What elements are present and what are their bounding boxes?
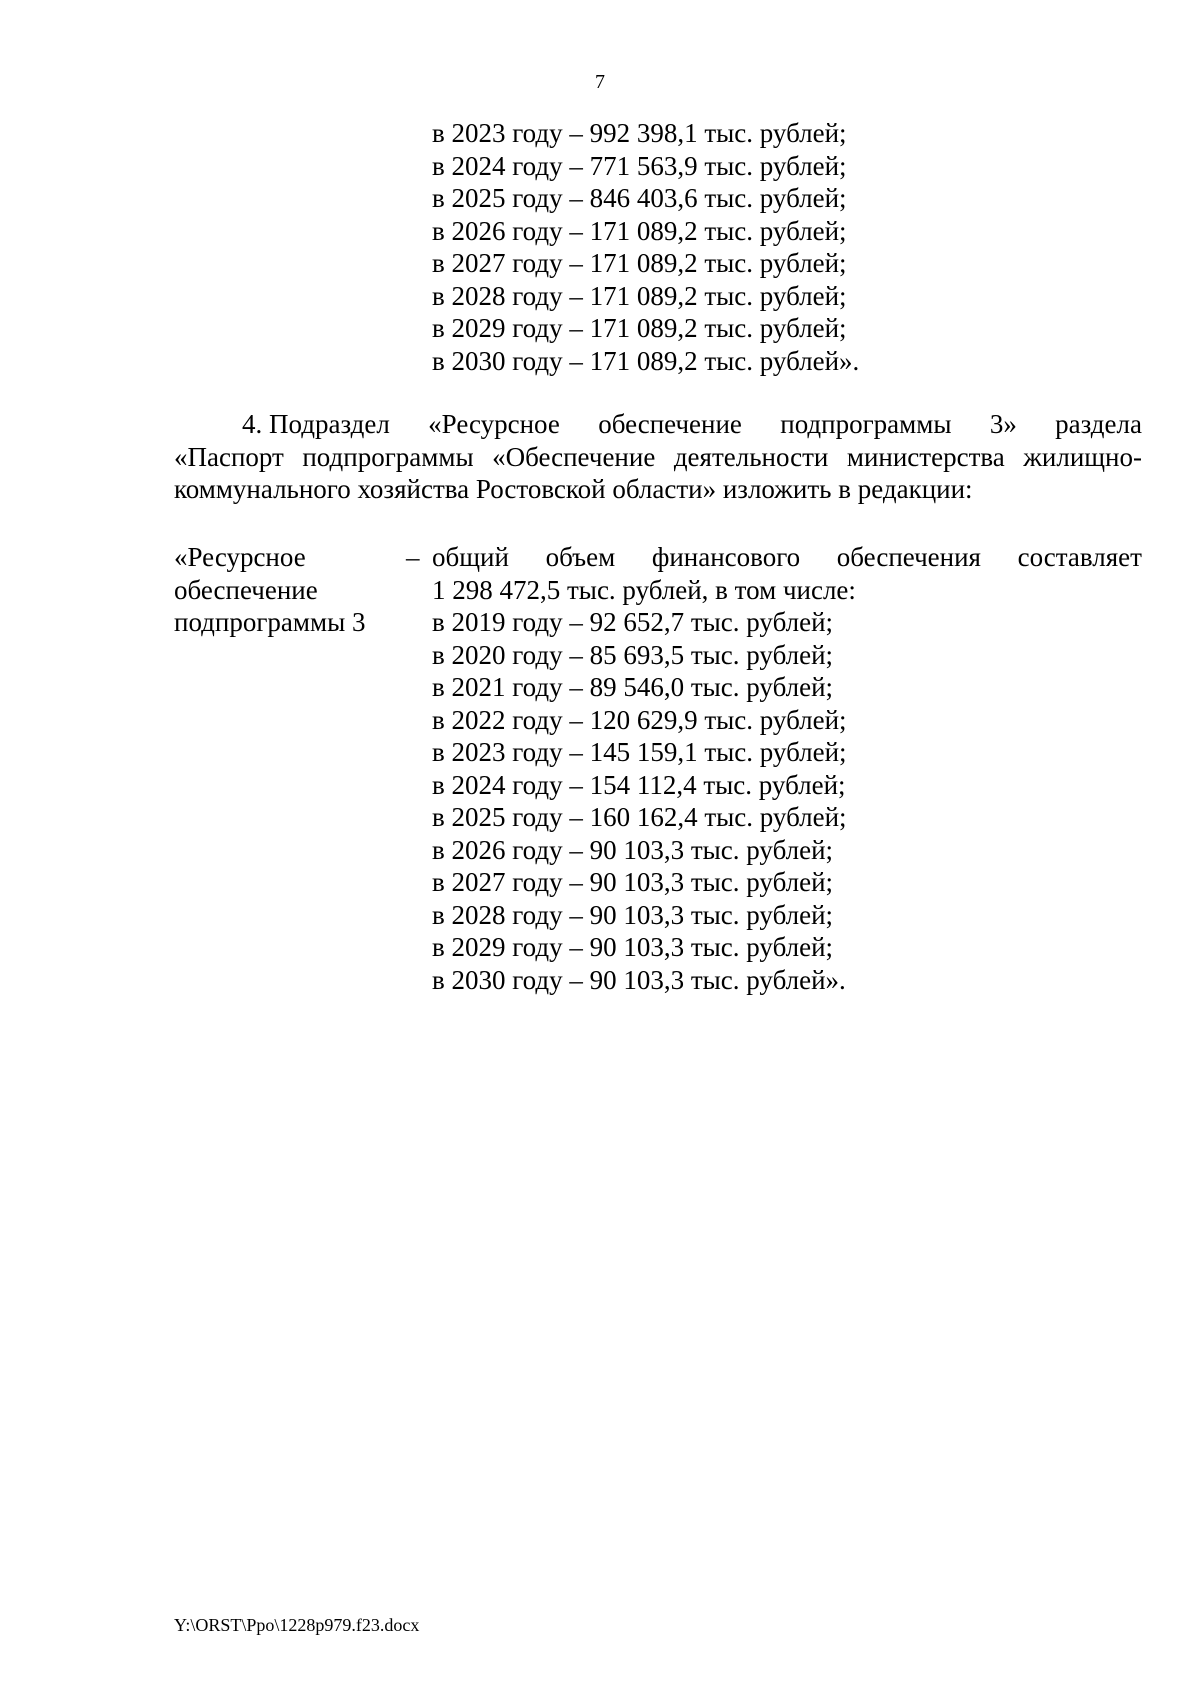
page-number: 7 (595, 71, 605, 93)
funding-by-year-list (432, 117, 859, 377)
paragraph-word: подпрограммы (780, 409, 952, 439)
passport-year-2020: в 2020 году – 85 693,5 тыс. рублей; (432, 639, 834, 670)
paragraph-word: раздела (1055, 409, 1142, 439)
passport-year-2021: в 2021 году – 89 546,0 тыс. рублей; (432, 672, 834, 702)
passport-year-2029: в 2029 году – 90 103,3 тыс. рублей; (432, 932, 834, 962)
passport-total-amount: 1 298 472,5 тыс. рублей, в том числе: (432, 574, 856, 605)
passport-year-2023: в 2023 году – 145 159,1 тыс. рублей; (432, 737, 847, 767)
passport-year-2025: в 2025 году – 160 162,4 тыс. рублей; (432, 802, 847, 832)
passport-value (432, 541, 1142, 996)
passport-year-2027: в 2027 году – 90 103,3 тыс. рублей; (432, 867, 834, 897)
paragraph-word: «Ресурсное (428, 409, 560, 439)
paragraph-word: 3» (989, 409, 1017, 439)
passport-year-2030: в 2030 году – 90 103,3 тыс. рублей». (432, 964, 846, 995)
passport-label-line: «Ресурсное (174, 542, 306, 572)
amendment-paragraph (174, 408, 1142, 506)
passport-year-2019: в 2019 году – 92 652,7 тыс. рублей; (432, 607, 834, 637)
funding-line-2027: в 2027 году – 171 089,2 тыс. рублей; (432, 248, 847, 278)
funding-line-2025: в 2025 году – 846 403,6 тыс. рублей; (432, 183, 847, 213)
intro-word: финансового (651, 542, 801, 572)
passport-year-2022: в 2022 году – 120 629,9 тыс. рублей; (432, 704, 847, 735)
footer-file-path: Y:\ORST\Ppo\1228p979.f23.docx (174, 1615, 420, 1635)
amendment-paragraph-text: «Паспорт подпрограммы «Обеспечение деятельности министерства жилищно-коммунального хозяйства Ростовской области» изложить в редакции: (174, 441, 1142, 504)
intro-word: объем (545, 542, 616, 572)
funding-line-2026: в 2026 году – 171 089,2 тыс. рублей; (432, 215, 847, 246)
funding-line-2023: в 2023 году – 992 398,1 тыс. рублей; (432, 118, 847, 148)
passport-year-2026: в 2026 году – 90 103,3 тыс. рублей; (432, 834, 834, 865)
funding-line-2029: в 2029 году – 171 089,2 тыс. рублей; (432, 313, 847, 343)
passport-dash: – (406, 542, 420, 572)
passport-label-line: подпрограммы 3 (174, 607, 366, 637)
passport-total-intro (432, 541, 1142, 574)
intro-word: общий (432, 542, 509, 572)
passport-year-2028: в 2028 году – 90 103,3 тыс. рублей; (432, 899, 834, 930)
funding-line-2024: в 2024 году – 771 563,9 тыс. рублей; (432, 150, 847, 181)
funding-line-2028: в 2028 году – 171 089,2 тыс. рублей; (432, 280, 847, 311)
intro-word: обеспечения (836, 542, 981, 572)
passport-label-line: обеспечение (174, 574, 318, 605)
intro-word: составляет (1017, 542, 1142, 572)
passport-year-2024: в 2024 году – 154 112,4 тыс. рублей; (432, 769, 846, 800)
funding-line-2030: в 2030 году – 171 089,2 тыс. рублей». (432, 345, 860, 376)
paragraph-word: 4. Подраздел (242, 409, 390, 439)
amendment-paragraph-first-line (174, 408, 1142, 441)
paragraph-word: обеспечение (598, 409, 742, 439)
passport-label (174, 541, 394, 639)
